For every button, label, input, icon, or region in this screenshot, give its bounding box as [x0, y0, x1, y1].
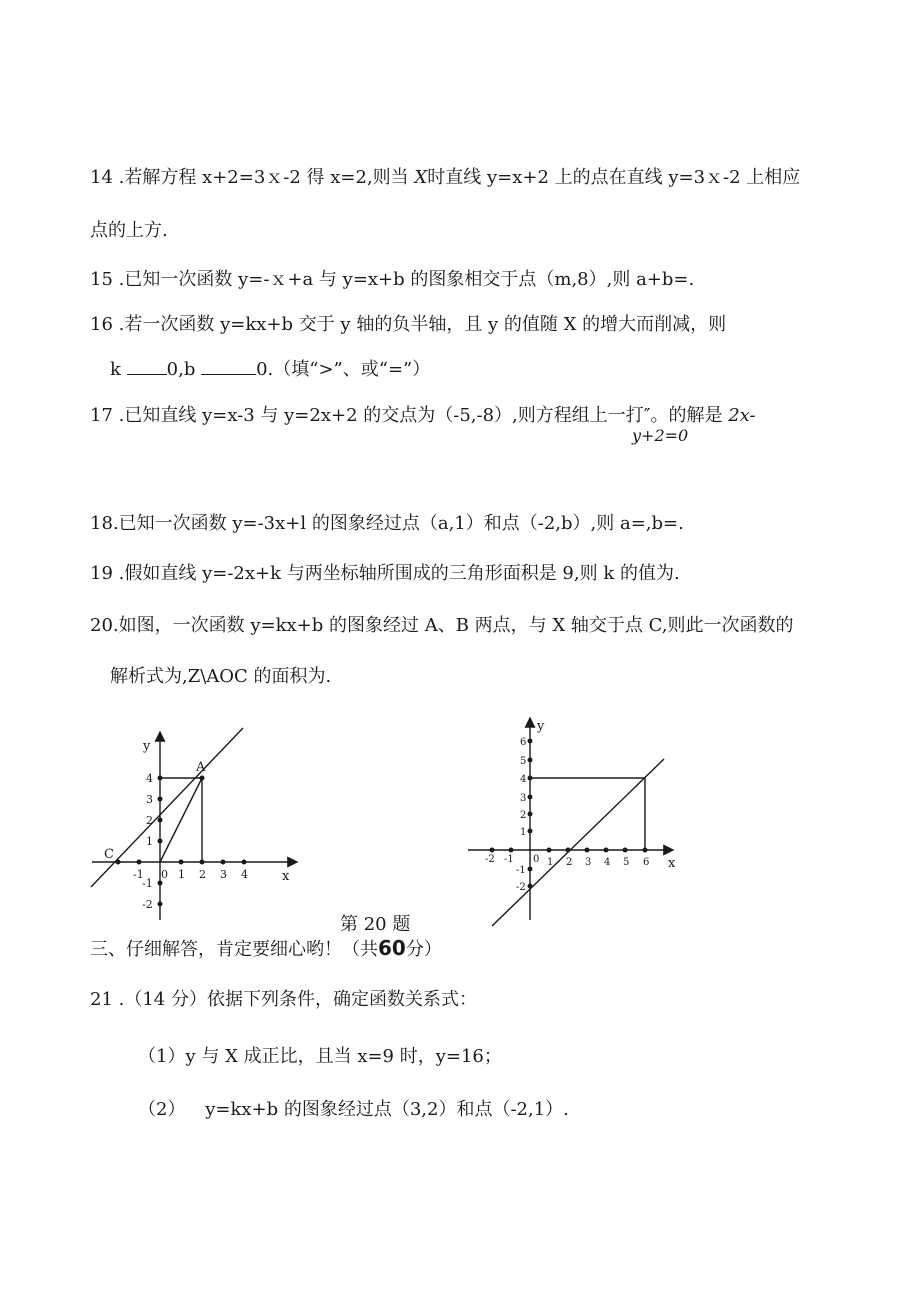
section3-heading-b: 分） [405, 939, 442, 960]
graph-right-x-tick: 2 [566, 857, 573, 868]
q18: 18.已知一次函数 y=-3x+l 的图象经过点（a,1）和点（-2,b）,则 a=,b=. [90, 513, 684, 534]
graph-right [468, 718, 673, 926]
q14-variable-x: X [414, 167, 428, 188]
q16-line1: 16 .若一次函数 y=kx+b 交于 y 轴的负半轴，且 y 的值随 X 的增大而削减，则 [90, 314, 727, 335]
q20-line1: 20.如图，一次函数 y=kx+b 的图象经过 A、B 两点，与 X 轴交于点 C,则此一次函数的 [90, 615, 794, 636]
graph-right-x-tick: 1 [547, 857, 554, 868]
q15: 15 .已知一次函数 y=-ｘ+a 与 y=x+b 的图象相交于点（m,8）,则 a+b=. [90, 269, 695, 290]
q21-part2-label: （2） [138, 1099, 186, 1120]
q21-part1: （1）y 与 X 成正比，且当 x=9 时，y=16； [138, 1046, 502, 1067]
graph-right-dot [643, 848, 648, 853]
graph-left [91, 728, 297, 920]
graph-right-x-tick: 6 [643, 857, 650, 868]
graph-left-y-tick: 4 [146, 772, 153, 785]
graph-right-dot [528, 739, 533, 744]
graph-right-dot [623, 848, 628, 853]
graph-left-point-c: C [104, 847, 114, 862]
graph-left-dot [200, 860, 205, 865]
q14-text-c: 时直线 y=x+2 上的点在直线 y=3ｘ-2 上相应 [427, 167, 801, 188]
q16-line2 [110, 357, 430, 382]
graph-left-dot [242, 860, 247, 865]
graph-left-dot [200, 776, 205, 781]
graph-left-y-tick: 2 [146, 814, 153, 827]
q16-blank-1[interactable] [127, 357, 167, 375]
graph-right-dot [509, 848, 514, 853]
graph-right-dot [528, 829, 533, 834]
q17-main: 17 .已知直线 y=x-3 与 y=2x+2 的交点为（-5,-8）,则方程组上一打″。的解是 [90, 405, 723, 426]
graph-right-dot [604, 848, 609, 853]
q21-part2-body: y=kx+b 的图象经过点（3,2）和点（-2,1）. [205, 1099, 569, 1120]
section3-heading-a: 三、仔细解答，肯定要细心哟！（共 [90, 939, 378, 960]
graph-left-dot [179, 860, 184, 865]
graph-left-dot [137, 860, 142, 865]
graph-left-x-tick: 3 [220, 868, 227, 881]
graph-left-x-tick: 0 [161, 868, 168, 881]
graph-left-segment-oa [160, 778, 202, 862]
graph-right-x-tick: 5 [623, 857, 630, 868]
q19: 19 .假如直线 y=-2x+k 与两坐标轴所围成的三角形面积是 9,则 k 的值为. [90, 563, 680, 584]
graph-left-x-tick: -1 [133, 868, 144, 881]
graph-right-y-tick: 4 [520, 774, 527, 785]
graph-left-x-tick: 1 [178, 868, 185, 881]
graph-left-x-tick: 2 [199, 868, 206, 881]
q20-line2: 解析式为,Z\AOC 的面积为. [110, 666, 332, 687]
q17-eq1: 2x- [728, 405, 756, 426]
q14-line2: 点的上方. [90, 220, 168, 241]
figure-graphs [0, 710, 920, 950]
graph-right-y-tick: -2 [516, 882, 526, 893]
graph-right-dot [585, 848, 590, 853]
graph-left-y-tick: -1 [142, 877, 153, 890]
q16-blank-2[interactable] [201, 357, 256, 375]
graph-right-y-tick: 2 [520, 810, 527, 821]
graph-right-x-tick: -1 [504, 854, 514, 865]
graph-right-x-tick: 4 [604, 857, 611, 868]
graph-right-dot [528, 884, 533, 889]
graph-left-dot [116, 860, 121, 865]
graph-right-y-tick: 6 [520, 737, 527, 748]
graph-left-dot [158, 818, 163, 823]
graph-left-y-tick: -2 [142, 898, 153, 911]
graph-left-line-ab [91, 728, 243, 887]
graph-left-dot [158, 776, 163, 781]
graph-left-dot [158, 797, 163, 802]
q16-mid: 0,b [166, 359, 196, 380]
graph-right-y-tick: 5 [520, 756, 527, 767]
q16-k: k [110, 359, 121, 380]
graph-right-dot [528, 776, 533, 781]
q16-tail: 0.（填“>”、或“=”） [256, 359, 431, 380]
graph-right-dot [528, 812, 533, 817]
section3-heading [90, 936, 442, 962]
q21-part2 [138, 1098, 569, 1122]
graph-left-dot [221, 860, 226, 865]
graph-right-x-label: x [668, 856, 676, 871]
graph-left-dot [158, 902, 163, 907]
graph-left-y-tick: 3 [146, 793, 153, 806]
graph-left-dot [158, 839, 163, 844]
graph-right-dot [528, 795, 533, 800]
graph-left-point-a: A [196, 760, 206, 775]
graph-right-dot [566, 848, 571, 853]
graph-left-dot [158, 881, 163, 886]
figure-caption: 第 20 题 [340, 914, 411, 935]
graph-left-x-label: x [282, 869, 290, 884]
q21-title: 21 .（14 分）依据下列条件，确定函数关系式： [90, 989, 477, 1010]
graph-right-dot [490, 848, 495, 853]
graph-right-line [492, 759, 664, 926]
graph-left-y-tick: 1 [146, 835, 153, 848]
graph-right-x-tick: 0 [533, 854, 540, 865]
graph-right-y-label: y [537, 719, 545, 734]
graph-right-dot [528, 758, 533, 763]
graph-right-dot [528, 867, 533, 872]
graph-right-dot [547, 848, 552, 853]
graph-left-y-label: y [143, 739, 151, 754]
section3-heading-num: 60 [378, 936, 406, 960]
graph-right-x-tick: -2 [485, 854, 495, 865]
q14-text-a: 14 .若解方程 x+2=3ｘ-2 得 x=2,则当 [90, 167, 409, 188]
graph-right-y-tick: -1 [516, 865, 526, 876]
graph-right-y-tick: 1 [520, 827, 527, 838]
graph-right-x-tick: 3 [585, 857, 592, 868]
q14-line1 [90, 166, 800, 190]
graph-left-x-tick: 4 [241, 868, 248, 881]
q17-eq2: y+2=0 [632, 426, 689, 445]
graph-right-y-tick: 3 [520, 793, 527, 804]
